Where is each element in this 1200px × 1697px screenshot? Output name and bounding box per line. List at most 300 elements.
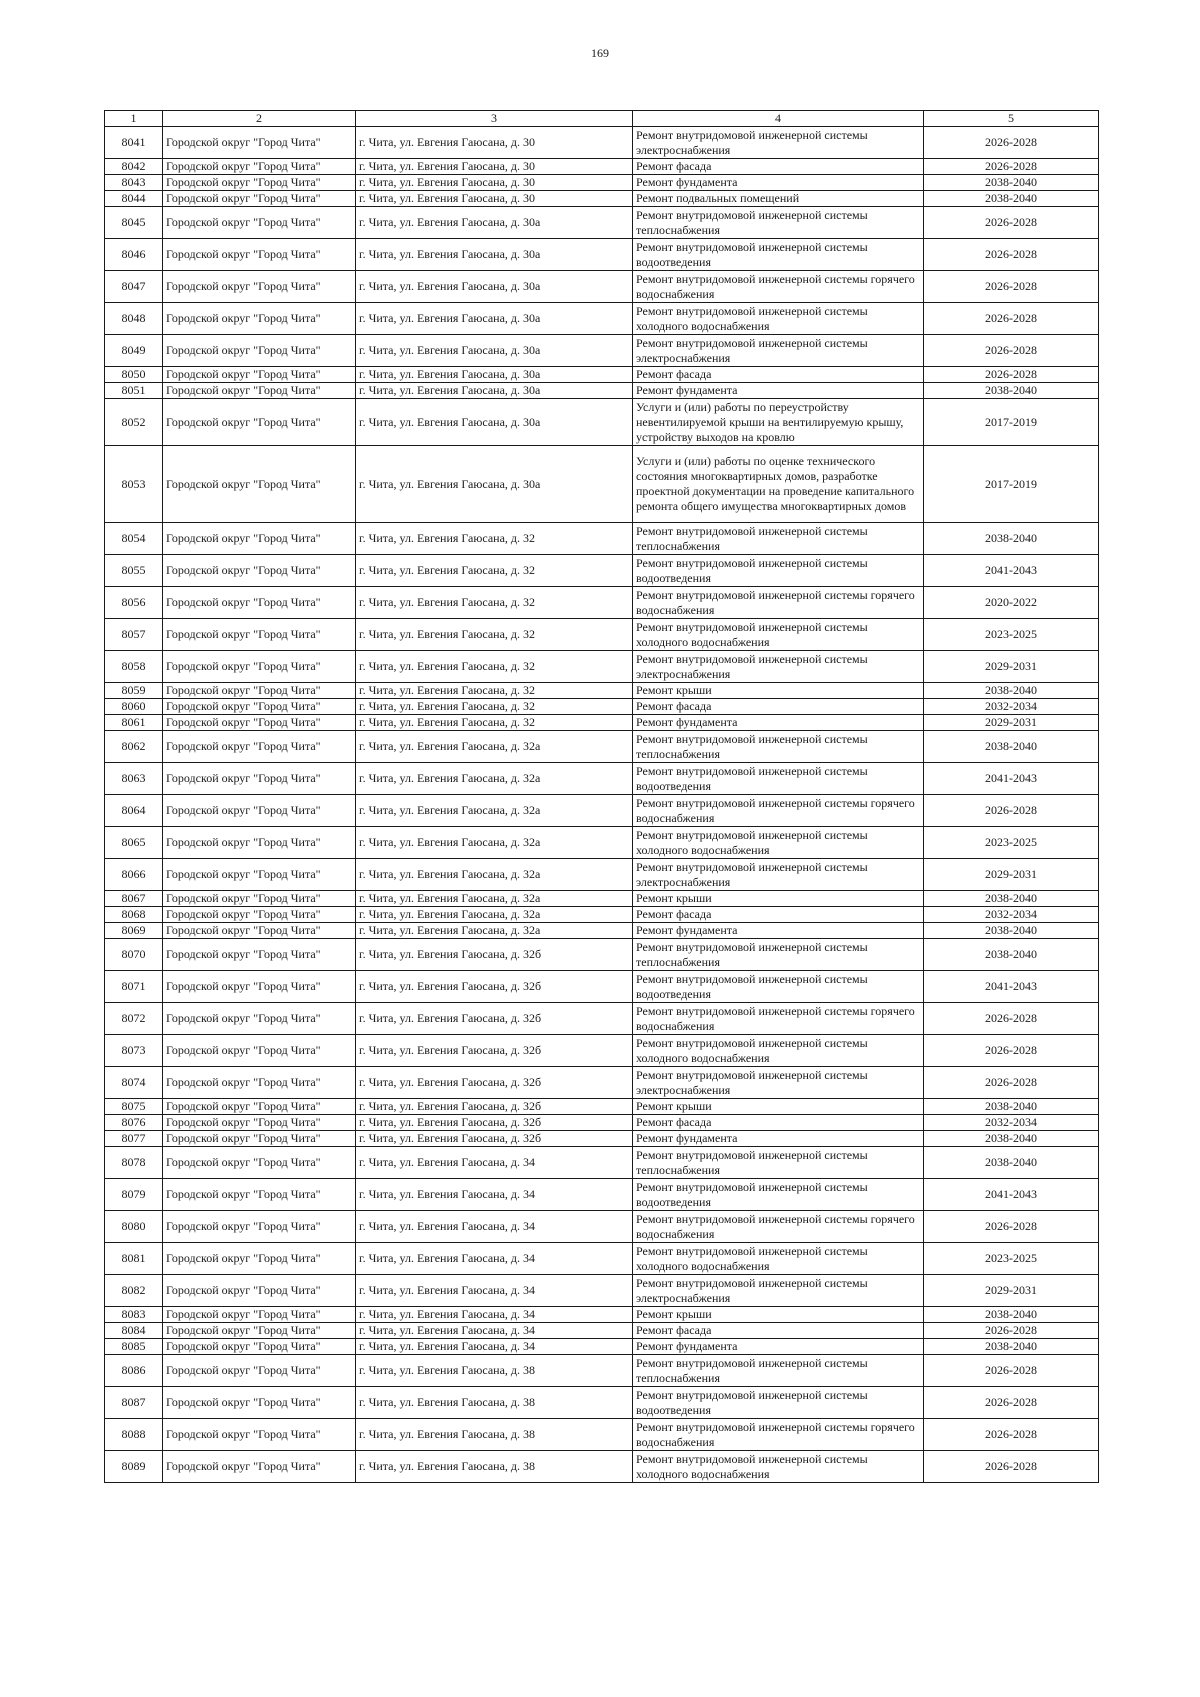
table-row [105,1099,1099,1115]
work-type-cell: Ремонт внутридомовой инженерной системы холодного водоснабжения [633,827,924,859]
period-cell: 2041-2043 [924,555,1099,587]
period-cell: 2023-2025 [924,827,1099,859]
address-cell: г. Чита, ул. Евгения Гаюсана, д. 32а [356,795,633,827]
address-cell: г. Чита, ул. Евгения Гаюсана, д. 32б [356,1099,633,1115]
municipality-cell: Городской округ "Город Чита" [163,1355,356,1387]
municipality-cell: Городской округ "Город Чита" [163,1035,356,1067]
municipality-cell: Городской округ "Город Чита" [163,1339,356,1355]
work-type-cell: Ремонт внутридомовой инженерной системы водоотведения [633,1387,924,1419]
work-type-cell: Ремонт крыши [633,683,924,699]
table-row [105,763,1099,795]
period-cell: 2038-2040 [924,1307,1099,1323]
address-cell: г. Чита, ул. Евгения Гаюсана, д. 32б [356,971,633,1003]
row-number: 8051 [105,383,163,399]
row-number: 8088 [105,1419,163,1451]
row-number: 8055 [105,555,163,587]
municipality-cell: Городской округ "Город Чита" [163,859,356,891]
row-number: 8059 [105,683,163,699]
row-number: 8070 [105,939,163,971]
period-cell: 2026-2028 [924,271,1099,303]
column-header: 1 [105,111,163,127]
work-type-cell: Ремонт подвальных помещений [633,191,924,207]
row-number: 8053 [105,446,163,523]
row-number: 8045 [105,207,163,239]
table-row [105,715,1099,731]
address-cell: г. Чита, ул. Евгения Гаюсана, д. 38 [356,1419,633,1451]
address-cell: г. Чита, ул. Евгения Гаюсана, д. 32 [356,619,633,651]
municipality-cell: Городской округ "Город Чита" [163,191,356,207]
municipality-cell: Городской округ "Город Чита" [163,923,356,939]
address-cell: г. Чита, ул. Евгения Гаюсана, д. 30а [356,207,633,239]
work-type-cell: Ремонт фасада [633,1115,924,1131]
address-cell: г. Чита, ул. Евгения Гаюсана, д. 30а [356,383,633,399]
work-type-cell: Ремонт фундамента [633,1131,924,1147]
row-number: 8067 [105,891,163,907]
address-cell: г. Чита, ул. Евгения Гаюсана, д. 34 [356,1323,633,1339]
municipality-cell: Городской округ "Город Чита" [163,127,356,159]
row-number: 8085 [105,1339,163,1355]
table-row [105,1067,1099,1099]
table-row [105,383,1099,399]
municipality-cell: Городской округ "Город Чита" [163,1323,356,1339]
period-cell: 2026-2028 [924,303,1099,335]
municipality-cell: Городской округ "Город Чита" [163,763,356,795]
address-cell: г. Чита, ул. Евгения Гаюсана, д. 32 [356,715,633,731]
work-type-cell: Ремонт внутридомовой инженерной системы холодного водоснабжения [633,1451,924,1483]
table-row [105,699,1099,715]
work-type-cell: Услуги и (или) работы по переустройству невентилируемой крыши на вентилируемую крышу, устройству выходов на кровлю [633,399,924,446]
address-cell: г. Чита, ул. Евгения Гаюсана, д. 34 [356,1275,633,1307]
municipality-cell: Городской округ "Город Чита" [163,383,356,399]
column-header: 5 [924,111,1099,127]
work-type-cell: Ремонт внутридомовой инженерной системы горячего водоснабжения [633,1419,924,1451]
column-header: 3 [356,111,633,127]
row-number: 8043 [105,175,163,191]
work-type-cell: Ремонт внутридомовой инженерной системы теплоснабжения [633,1147,924,1179]
address-cell: г. Чита, ул. Евгения Гаюсана, д. 32б [356,1003,633,1035]
table-row [105,1003,1099,1035]
municipality-cell: Городской округ "Город Чита" [163,523,356,555]
row-number: 8048 [105,303,163,335]
period-cell: 2026-2028 [924,335,1099,367]
municipality-cell: Городской округ "Город Чита" [163,1419,356,1451]
period-cell: 2038-2040 [924,1339,1099,1355]
period-cell: 2029-2031 [924,651,1099,683]
work-type-cell: Ремонт внутридомовой инженерной системы теплоснабжения [633,731,924,763]
row-number: 8058 [105,651,163,683]
period-cell: 2038-2040 [924,175,1099,191]
municipality-cell: Городской округ "Город Чита" [163,1099,356,1115]
row-number: 8077 [105,1131,163,1147]
work-type-cell: Ремонт внутридомовой инженерной системы горячего водоснабжения [633,795,924,827]
period-cell: 2038-2040 [924,731,1099,763]
table-row [105,399,1099,446]
row-number: 8062 [105,731,163,763]
table-row [105,1243,1099,1275]
table-row [105,555,1099,587]
address-cell: г. Чита, ул. Евгения Гаюсана, д. 34 [356,1339,633,1355]
work-type-cell: Ремонт фасада [633,907,924,923]
row-number: 8068 [105,907,163,923]
table-row [105,971,1099,1003]
period-cell: 2038-2040 [924,939,1099,971]
period-cell: 2026-2028 [924,1323,1099,1339]
table-row [105,795,1099,827]
work-type-cell: Ремонт фасада [633,367,924,383]
row-number: 8071 [105,971,163,1003]
table-row [105,1179,1099,1211]
period-cell: 2038-2040 [924,191,1099,207]
table-row [105,587,1099,619]
address-cell: г. Чита, ул. Евгения Гаюсана, д. 32 [356,555,633,587]
municipality-cell: Городской округ "Город Чита" [163,207,356,239]
row-number: 8060 [105,699,163,715]
address-cell: г. Чита, ул. Евгения Гаюсана, д. 30а [356,399,633,446]
row-number: 8089 [105,1451,163,1483]
municipality-cell: Городской округ "Город Чита" [163,907,356,923]
table-row [105,523,1099,555]
period-cell: 2029-2031 [924,715,1099,731]
work-type-cell: Ремонт внутридомовой инженерной системы водоотведения [633,971,924,1003]
table-row [105,619,1099,651]
table-row [105,207,1099,239]
column-header: 2 [163,111,356,127]
period-cell: 2026-2028 [924,1035,1099,1067]
table-row [105,303,1099,335]
address-cell: г. Чита, ул. Евгения Гаюсана, д. 32б [356,939,633,971]
municipality-cell: Городской округ "Город Чита" [163,1131,356,1147]
work-type-cell: Ремонт крыши [633,1307,924,1323]
row-number: 8042 [105,159,163,175]
table-row [105,651,1099,683]
period-cell: 2026-2028 [924,1355,1099,1387]
address-cell: г. Чита, ул. Евгения Гаюсана, д. 32 [356,523,633,555]
table-row [105,1131,1099,1147]
row-number: 8076 [105,1115,163,1131]
address-cell: г. Чита, ул. Евгения Гаюсана, д. 32 [356,699,633,715]
table-row [105,191,1099,207]
municipality-cell: Городской округ "Город Чита" [163,175,356,191]
page-number: 169 [591,46,609,60]
work-type-cell: Ремонт внутридомовой инженерной системы горячего водоснабжения [633,1211,924,1243]
municipality-cell: Городской округ "Город Чита" [163,159,356,175]
table-row [105,939,1099,971]
work-type-cell: Ремонт внутридомовой инженерной системы водоотведения [633,1179,924,1211]
address-cell: г. Чита, ул. Евгения Гаюсана, д. 32а [356,763,633,795]
municipality-cell: Городской округ "Город Чита" [163,1003,356,1035]
municipality-cell: Городской округ "Город Чита" [163,1387,356,1419]
municipality-cell: Городской округ "Город Чита" [163,715,356,731]
work-type-cell: Ремонт внутридомовой инженерной системы теплоснабжения [633,207,924,239]
work-type-cell: Ремонт внутридомовой инженерной системы водоотведения [633,555,924,587]
period-cell: 2026-2028 [924,1387,1099,1419]
table-row [105,683,1099,699]
municipality-cell: Городской округ "Город Чита" [163,619,356,651]
row-number: 8072 [105,1003,163,1035]
work-type-cell: Ремонт внутридомовой инженерной системы холодного водоснабжения [633,1035,924,1067]
municipality-cell: Городской округ "Город Чита" [163,1243,356,1275]
municipality-cell: Городской округ "Город Чита" [163,939,356,971]
work-type-cell: Ремонт внутридомовой инженерной системы водоотведения [633,239,924,271]
municipality-cell: Городской округ "Город Чита" [163,731,356,763]
address-cell: г. Чита, ул. Евгения Гаюсана, д. 30 [356,175,633,191]
period-cell: 2026-2028 [924,367,1099,383]
address-cell: г. Чита, ул. Евгения Гаюсана, д. 34 [356,1243,633,1275]
work-type-cell: Ремонт внутридомовой инженерной системы водоотведения [633,763,924,795]
row-number: 8081 [105,1243,163,1275]
row-number: 8044 [105,191,163,207]
row-number: 8079 [105,1179,163,1211]
period-cell: 2038-2040 [924,1099,1099,1115]
period-cell: 2038-2040 [924,383,1099,399]
row-number: 8066 [105,859,163,891]
row-number: 8078 [105,1147,163,1179]
table-row [105,175,1099,191]
address-cell: г. Чита, ул. Евгения Гаюсана, д. 32а [356,827,633,859]
row-number: 8086 [105,1355,163,1387]
table-header-row [105,111,1099,127]
municipality-cell: Городской округ "Город Чита" [163,795,356,827]
municipality-cell: Городской округ "Город Чита" [163,1115,356,1131]
work-type-cell: Ремонт внутридомовой инженерной системы электроснабжения [633,859,924,891]
row-number: 8064 [105,795,163,827]
table-row [105,335,1099,367]
municipality-cell: Городской округ "Город Чита" [163,1179,356,1211]
work-type-cell: Услуги и (или) работы по оценке технического состояния многоквартирных домов, разработке проектной документации на проведение капитального ремонта общего имущества многоквартирных домов [633,446,924,523]
work-type-cell: Ремонт фундамента [633,175,924,191]
period-cell: 2041-2043 [924,763,1099,795]
table-row [105,907,1099,923]
table-row [105,1115,1099,1131]
work-type-cell: Ремонт внутридомовой инженерной системы горячего водоснабжения [633,587,924,619]
address-cell: г. Чита, ул. Евгения Гаюсана, д. 34 [356,1211,633,1243]
municipality-cell: Городской округ "Город Чита" [163,303,356,335]
column-header: 4 [633,111,924,127]
municipality-cell: Городской округ "Город Чита" [163,239,356,271]
address-cell: г. Чита, ул. Евгения Гаюсана, д. 30а [356,271,633,303]
work-type-cell: Ремонт фундамента [633,715,924,731]
address-cell: г. Чита, ул. Евгения Гаюсана, д. 38 [356,1451,633,1483]
table-row [105,1419,1099,1451]
address-cell: г. Чита, ул. Евгения Гаюсана, д. 32б [356,1035,633,1067]
table-row [105,127,1099,159]
row-number: 8046 [105,239,163,271]
address-cell: г. Чита, ул. Евгения Гаюсана, д. 34 [356,1307,633,1323]
row-number: 8054 [105,523,163,555]
address-cell: г. Чита, ул. Евгения Гаюсана, д. 32 [356,587,633,619]
work-type-cell: Ремонт фасада [633,1323,924,1339]
work-type-cell: Ремонт внутридомовой инженерной системы холодного водоснабжения [633,303,924,335]
work-type-cell: Ремонт фасада [633,699,924,715]
period-cell: 2041-2043 [924,971,1099,1003]
municipality-cell: Городской округ "Город Чита" [163,699,356,715]
period-cell: 2038-2040 [924,923,1099,939]
period-cell: 2032-2034 [924,1115,1099,1131]
address-cell: г. Чита, ул. Евгения Гаюсана, д. 30 [356,159,633,175]
table-row [105,1355,1099,1387]
work-type-cell: Ремонт внутридомовой инженерной системы теплоснабжения [633,523,924,555]
period-cell: 2026-2028 [924,207,1099,239]
work-type-cell: Ремонт крыши [633,891,924,907]
address-cell: г. Чита, ул. Евгения Гаюсана, д. 32а [356,891,633,907]
row-number: 8049 [105,335,163,367]
work-type-cell: Ремонт внутридомовой инженерной системы горячего водоснабжения [633,1003,924,1035]
table-row [105,1147,1099,1179]
work-type-cell: Ремонт внутридомовой инженерной системы холодного водоснабжения [633,619,924,651]
municipality-cell: Городской округ "Город Чита" [163,971,356,1003]
address-cell: г. Чита, ул. Евгения Гаюсана, д. 38 [356,1387,633,1419]
row-number: 8047 [105,271,163,303]
row-number: 8065 [105,827,163,859]
address-cell: г. Чита, ул. Евгения Гаюсана, д. 32 [356,651,633,683]
municipality-cell: Городской округ "Город Чита" [163,335,356,367]
period-cell: 2023-2025 [924,1243,1099,1275]
period-cell: 2026-2028 [924,127,1099,159]
table-row [105,891,1099,907]
period-cell: 2038-2040 [924,683,1099,699]
municipality-cell: Городской округ "Город Чита" [163,587,356,619]
row-number: 8041 [105,127,163,159]
row-number: 8050 [105,367,163,383]
table-row [105,446,1099,523]
address-cell: г. Чита, ул. Евгения Гаюсана, д. 32а [356,907,633,923]
address-cell: г. Чита, ул. Евгения Гаюсана, д. 32а [356,923,633,939]
address-cell: г. Чита, ул. Евгения Гаюсана, д. 34 [356,1147,633,1179]
table-row [105,271,1099,303]
table-row [105,1275,1099,1307]
work-type-cell: Ремонт внутридомовой инженерной системы электроснабжения [633,335,924,367]
municipality-cell: Городской округ "Город Чита" [163,446,356,523]
period-cell: 2026-2028 [924,795,1099,827]
work-type-cell: Ремонт фасада [633,159,924,175]
row-number: 8080 [105,1211,163,1243]
table-row [105,159,1099,175]
period-cell: 2020-2022 [924,587,1099,619]
work-type-cell: Ремонт внутридомовой инженерной системы электроснабжения [633,651,924,683]
period-cell: 2038-2040 [924,1131,1099,1147]
table-row [105,827,1099,859]
municipality-cell: Городской округ "Город Чита" [163,683,356,699]
row-number: 8082 [105,1275,163,1307]
work-type-cell: Ремонт внутридомовой инженерной системы теплоснабжения [633,939,924,971]
address-cell: г. Чита, ул. Евгения Гаюсана, д. 32а [356,859,633,891]
capital-repair-table [104,110,1099,1483]
period-cell: 2041-2043 [924,1179,1099,1211]
address-cell: г. Чита, ул. Евгения Гаюсана, д. 38 [356,1355,633,1387]
row-number: 8074 [105,1067,163,1099]
address-cell: г. Чита, ул. Евгения Гаюсана, д. 32а [356,731,633,763]
period-cell: 2026-2028 [924,1003,1099,1035]
table-row [105,367,1099,383]
work-type-cell: Ремонт крыши [633,1099,924,1115]
municipality-cell: Городской округ "Город Чита" [163,651,356,683]
period-cell: 2032-2034 [924,699,1099,715]
row-number: 8084 [105,1323,163,1339]
work-type-cell: Ремонт фундамента [633,383,924,399]
row-number: 8073 [105,1035,163,1067]
period-cell: 2032-2034 [924,907,1099,923]
table-row [105,859,1099,891]
work-type-cell: Ремонт внутридомовой инженерной системы теплоснабжения [633,1355,924,1387]
row-number: 8061 [105,715,163,731]
municipality-cell: Городской округ "Город Чита" [163,555,356,587]
work-type-cell: Ремонт внутридомовой инженерной системы электроснабжения [633,1067,924,1099]
municipality-cell: Городской округ "Город Чита" [163,1211,356,1243]
period-cell: 2026-2028 [924,1067,1099,1099]
work-type-cell: Ремонт фундамента [633,1339,924,1355]
row-number: 8083 [105,1307,163,1323]
table-row [105,1323,1099,1339]
work-type-cell: Ремонт внутридомовой инженерной системы холодного водоснабжения [633,1243,924,1275]
municipality-cell: Городской округ "Город Чита" [163,399,356,446]
work-type-cell: Ремонт внутридомовой инженерной системы электроснабжения [633,1275,924,1307]
period-cell: 2026-2028 [924,1211,1099,1243]
address-cell: г. Чита, ул. Евгения Гаюсана, д. 32 [356,683,633,699]
table-row [105,731,1099,763]
municipality-cell: Городской округ "Город Чита" [163,1275,356,1307]
address-cell: г. Чита, ул. Евгения Гаюсана, д. 30 [356,191,633,207]
period-cell: 2038-2040 [924,891,1099,907]
period-cell: 2026-2028 [924,1419,1099,1451]
work-type-cell: Ремонт фундамента [633,923,924,939]
address-cell: г. Чита, ул. Евгения Гаюсана, д. 30а [356,303,633,335]
address-cell: г. Чита, ул. Евгения Гаюсана, д. 30а [356,239,633,271]
table-row [105,1451,1099,1483]
row-number: 8056 [105,587,163,619]
table-row [105,1307,1099,1323]
row-number: 8087 [105,1387,163,1419]
address-cell: г. Чита, ул. Евгения Гаюсана, д. 32б [356,1115,633,1131]
row-number: 8075 [105,1099,163,1115]
address-cell: г. Чита, ул. Евгения Гаюсана, д. 32б [356,1131,633,1147]
row-number: 8063 [105,763,163,795]
table-row [105,239,1099,271]
municipality-cell: Городской округ "Город Чита" [163,1147,356,1179]
period-cell: 2038-2040 [924,523,1099,555]
municipality-cell: Городской округ "Город Чита" [163,367,356,383]
municipality-cell: Городской округ "Город Чита" [163,1067,356,1099]
work-type-cell: Ремонт внутридомовой инженерной системы электроснабжения [633,127,924,159]
municipality-cell: Городской округ "Город Чита" [163,1307,356,1323]
address-cell: г. Чита, ул. Евгения Гаюсана, д. 32б [356,1067,633,1099]
municipality-cell: Городской округ "Город Чита" [163,271,356,303]
work-type-cell: Ремонт внутридомовой инженерной системы горячего водоснабжения [633,271,924,303]
table-row [105,1211,1099,1243]
period-cell: 2029-2031 [924,1275,1099,1307]
period-cell: 2026-2028 [924,239,1099,271]
period-cell: 2029-2031 [924,859,1099,891]
period-cell: 2038-2040 [924,1147,1099,1179]
row-number: 8052 [105,399,163,446]
period-cell: 2023-2025 [924,619,1099,651]
address-cell: г. Чита, ул. Евгения Гаюсана, д. 34 [356,1179,633,1211]
period-cell: 2026-2028 [924,1451,1099,1483]
period-cell: 2017-2019 [924,446,1099,523]
table-row [105,1387,1099,1419]
municipality-cell: Городской округ "Город Чита" [163,1451,356,1483]
address-cell: г. Чита, ул. Евгения Гаюсана, д. 30а [356,367,633,383]
table-row [105,1035,1099,1067]
address-cell: г. Чита, ул. Евгения Гаюсана, д. 30а [356,335,633,367]
municipality-cell: Городской округ "Город Чита" [163,891,356,907]
table-row [105,923,1099,939]
row-number: 8069 [105,923,163,939]
row-number: 8057 [105,619,163,651]
period-cell: 2017-2019 [924,399,1099,446]
municipality-cell: Городской округ "Город Чита" [163,827,356,859]
period-cell: 2026-2028 [924,159,1099,175]
address-cell: г. Чита, ул. Евгения Гаюсана, д. 30 [356,127,633,159]
